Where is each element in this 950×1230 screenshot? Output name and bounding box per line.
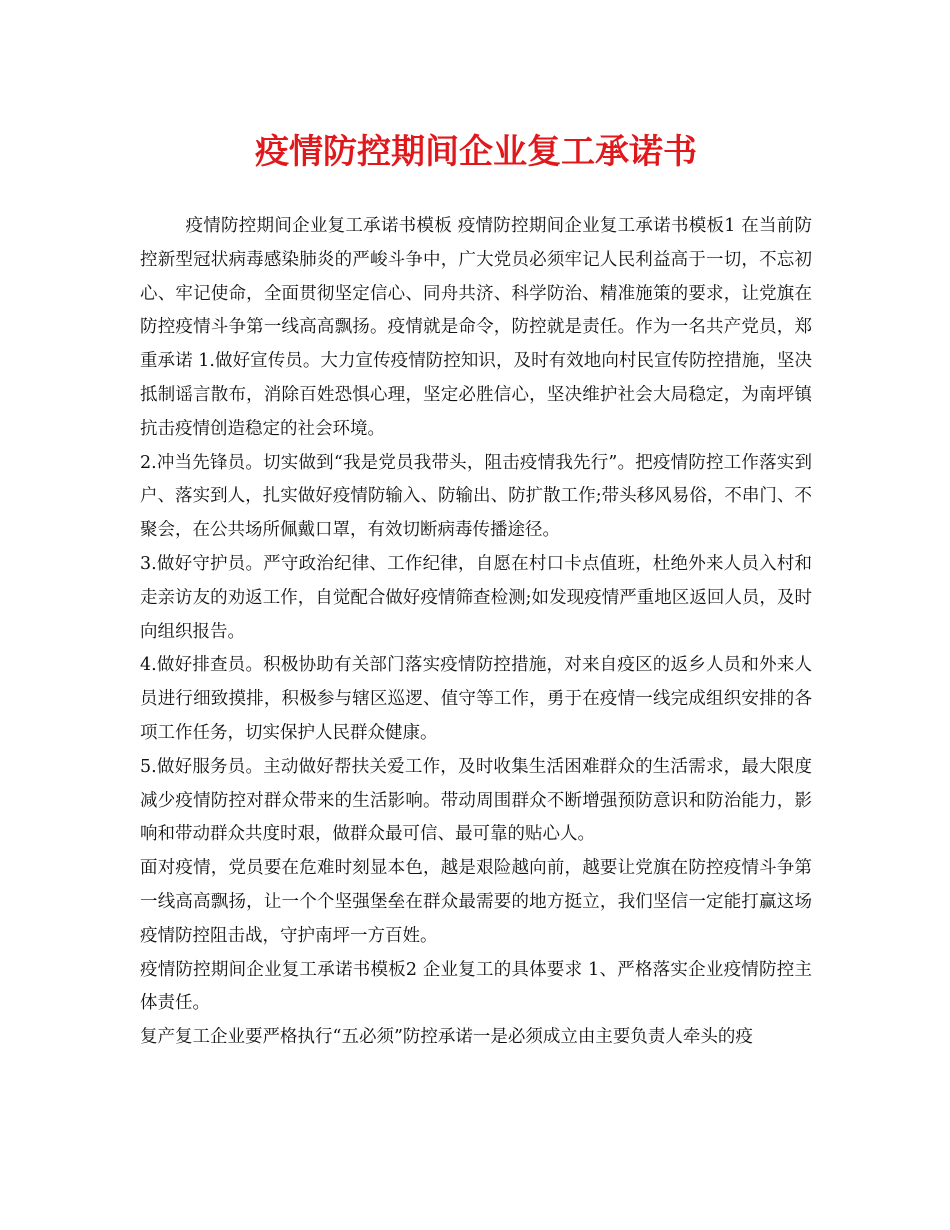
- document-title: 疫情防控期间企业复工承诺书: [255, 132, 697, 172]
- paragraph: 3.做好守护员。严守政治纪律、工作纪律，自愿在村口卡点值班，杜绝外来人员入村和走亲访友的劝返工作，自觉配合做好疫情筛查检测;如发现疫情严重地区返回人员，及时向组织报告。: [140, 553, 812, 642]
- paragraph: 4.做好排查员。积极协助有关部门落实疫情防控措施，对来自疫区的返乡人员和外来人员进行细致摸排，积极参与辖区巡逻、值守等工作，勇于在疫情一线完成组织安排的各项工作任务，切实保护人民群众健康。: [140, 655, 812, 743]
- paragraph: 5.做好服务员。主动做好帮扶关爱工作，及时收集生活困难群众的生活需求，最大限度减少疫情防控对群众带来的生活影响。带动周围群众不断增强预防意识和防治能力，影响和带动群众共度时艰，做群众最可信、最可靠的贴心人。: [140, 756, 812, 845]
- paragraph: 疫情防控期间企业复工承诺书模板 疫情防控期间企业复工承诺书模板1 在当前防控新型冠状病毒感染肺炎的严峻斗争中，广大党员必须牢记人民利益高于一切，不忘初心、牢记使命，全面贯彻坚定信心、同舟共济、科学防治、精准施策的要求，让党旗在防控疫情斗争第一线高高飘扬。疫情就是命令，防控就是责任。作为一名共产党员，郑重承诺 1.做好宣传员。大力宣传疫情防控知识，及时有效地向村民宣传防控措施，坚决抵制谣言散布，消除百姓恐惧心理，坚定必胜信心，坚决维护社会大局稳定，为南坪镇抗击疫情创造稳定的社会环境。: [140, 216, 812, 439]
- paragraph: 疫情防控期间企业复工承诺书模板2 企业复工的具体要求 1、严格落实企业疫情防控主体责任。: [140, 959, 812, 1014]
- document-body: [140, 210, 812, 1055]
- paragraph: 2.冲当先锋员。切实做到“我是党员我带头，阻击疫情我先行”。把疫情防控工作落实到户、落实到人，扎实做好疫情防输入、防输出、防扩散工作;带头移风易俗，不串门、不聚会，在公共场所佩戴口罩，有效切断病毒传播途径。: [140, 452, 812, 541]
- paragraph: 复产复工企业要严格执行“五必须”防控承诺一是必须成立由主要负责人牵头的疫: [140, 1027, 753, 1048]
- paragraph: 面对疫情，党员要在危难时刻显本色，越是艰险越向前，越要让党旗在防控疫情斗争第一线高高飘扬，让一个个坚强堡垒在群众最需要的地方挺立，我们坚信一定能打赢这场疫情防控阻击战，守护南坪一方百姓。: [140, 858, 812, 946]
